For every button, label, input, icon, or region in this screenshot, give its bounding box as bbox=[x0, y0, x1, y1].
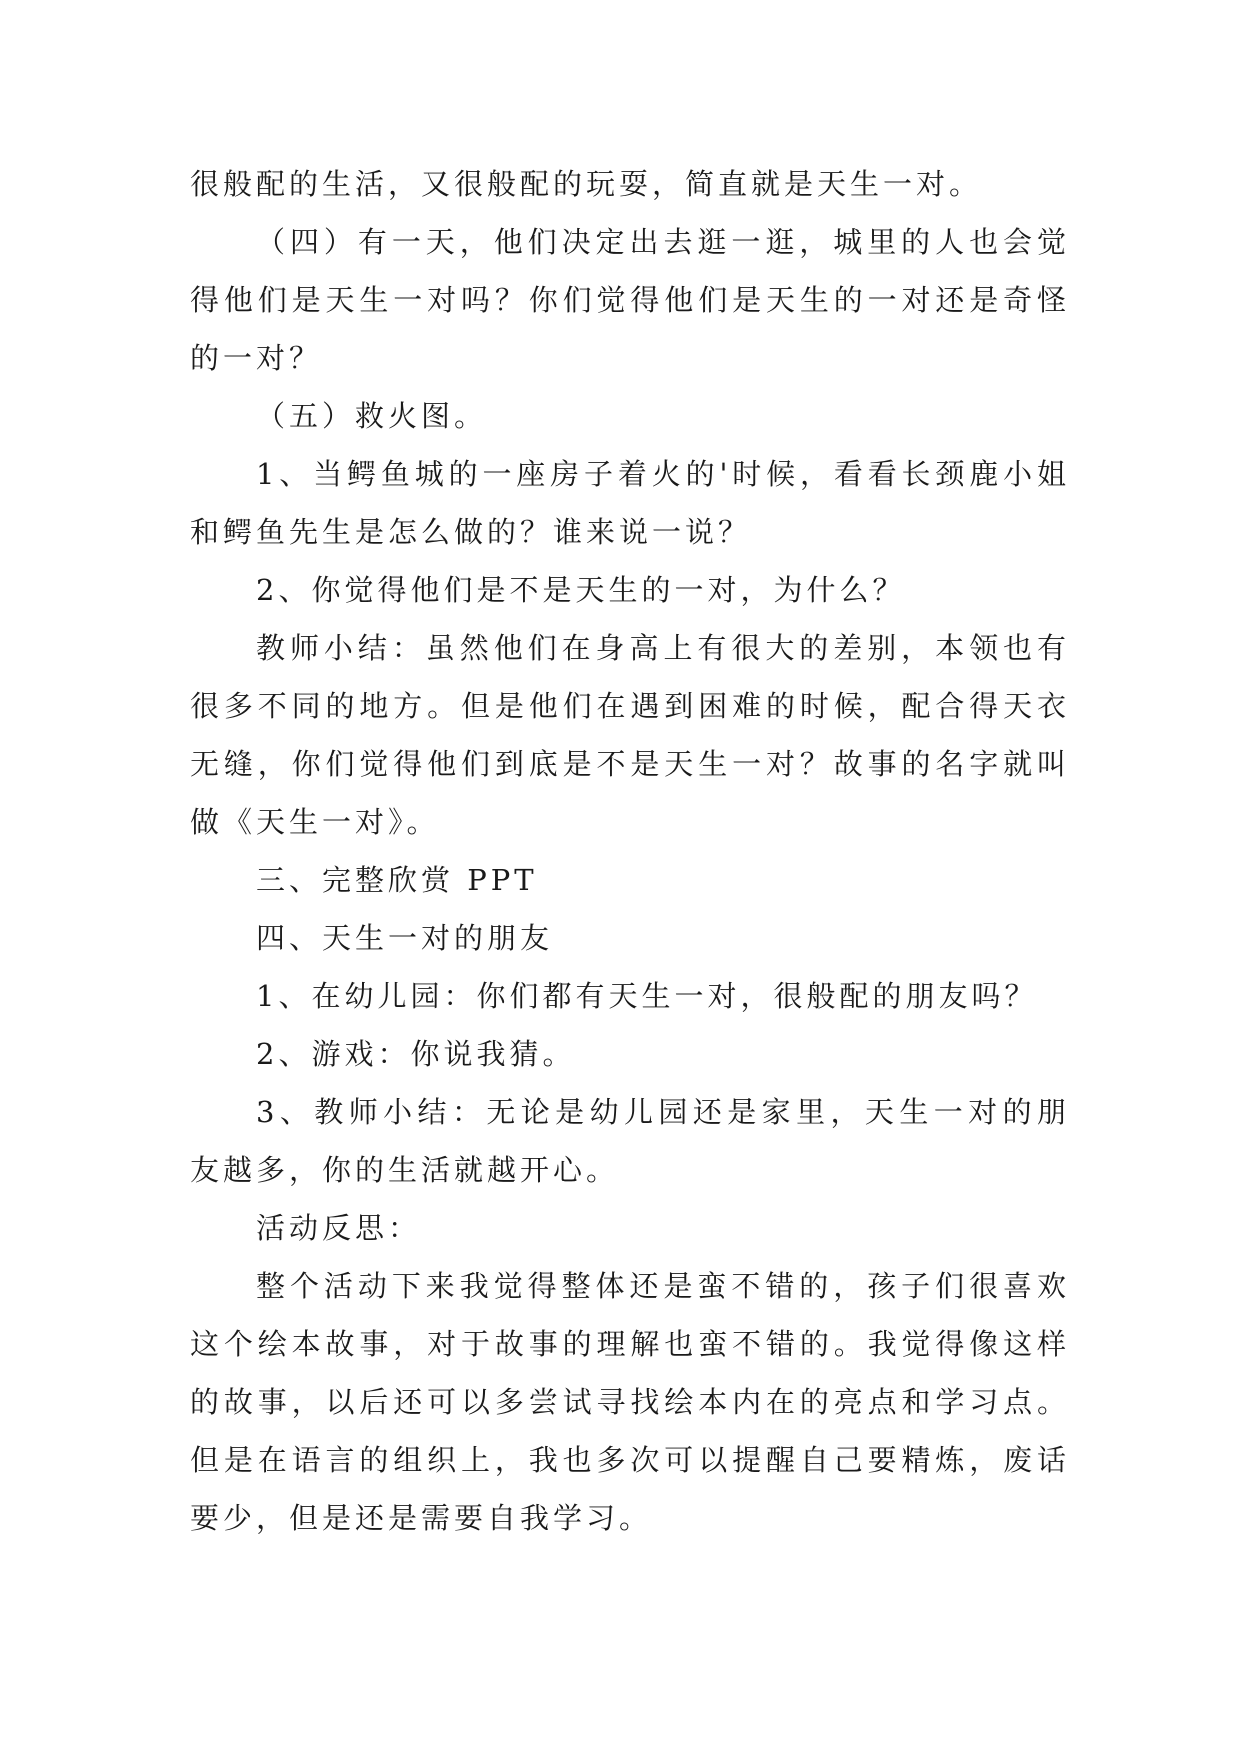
paragraph-11: 3、教师小结：无论是幼儿园还是家里，天生一对的朋友越多，你的生活就越开心。 bbox=[190, 1095, 1070, 1187]
paragraph-6: 教师小结：虽然他们在身高上有很大的差别，本领也有很多不同的地方。但是他们在遇到困难的时候，配合得天衣无缝，你们觉得他们到底是不是天生一对？故事的名字就叫做《天生一对》。 bbox=[190, 631, 1070, 839]
paragraph-2: （四）有一天，他们决定出去逛一逛，城里的人也会觉得他们是天生一对吗？你们觉得他们是天生的一对还是奇怪的一对？ bbox=[190, 225, 1070, 375]
paragraph-10: 2、游戏：你说我猜。 bbox=[256, 1037, 576, 1071]
paragraph-8: 四、天生一对的朋友 bbox=[256, 921, 554, 955]
paragraph-5: 2、你觉得他们是不是天生的一对，为什么？ bbox=[256, 573, 906, 607]
paragraph-1: 很般配的生活，又很般配的玩耍，简直就是天生一对。 bbox=[190, 167, 983, 201]
paragraph-9: 1、在幼儿园：你们都有天生一对，很般配的朋友吗？ bbox=[256, 979, 1038, 1013]
document-body bbox=[190, 155, 1070, 1547]
paragraph-4: 1、当鳄鱼城的一座房子着火的'时候，看看长颈鹿小姐和鳄鱼先生是怎么做的？谁来说一说？ bbox=[190, 457, 1070, 549]
paragraph-12: 活动反思： bbox=[256, 1211, 422, 1245]
paragraph-7: 三、完整欣赏 PPT bbox=[256, 863, 538, 897]
paragraph-13: 整个活动下来我觉得整体还是蛮不错的，孩子们很喜欢这个绘本故事，对于故事的理解也蛮不错的。我觉得像这样的故事，以后还可以多尝试寻找绘本内在的亮点和学习点。但是在语言的组织上，我也多次可以提醒自己要精炼，废话要少，但是还是需要自我学习。 bbox=[190, 1269, 1070, 1535]
paragraph-3: （五）救火图。 bbox=[256, 399, 488, 433]
